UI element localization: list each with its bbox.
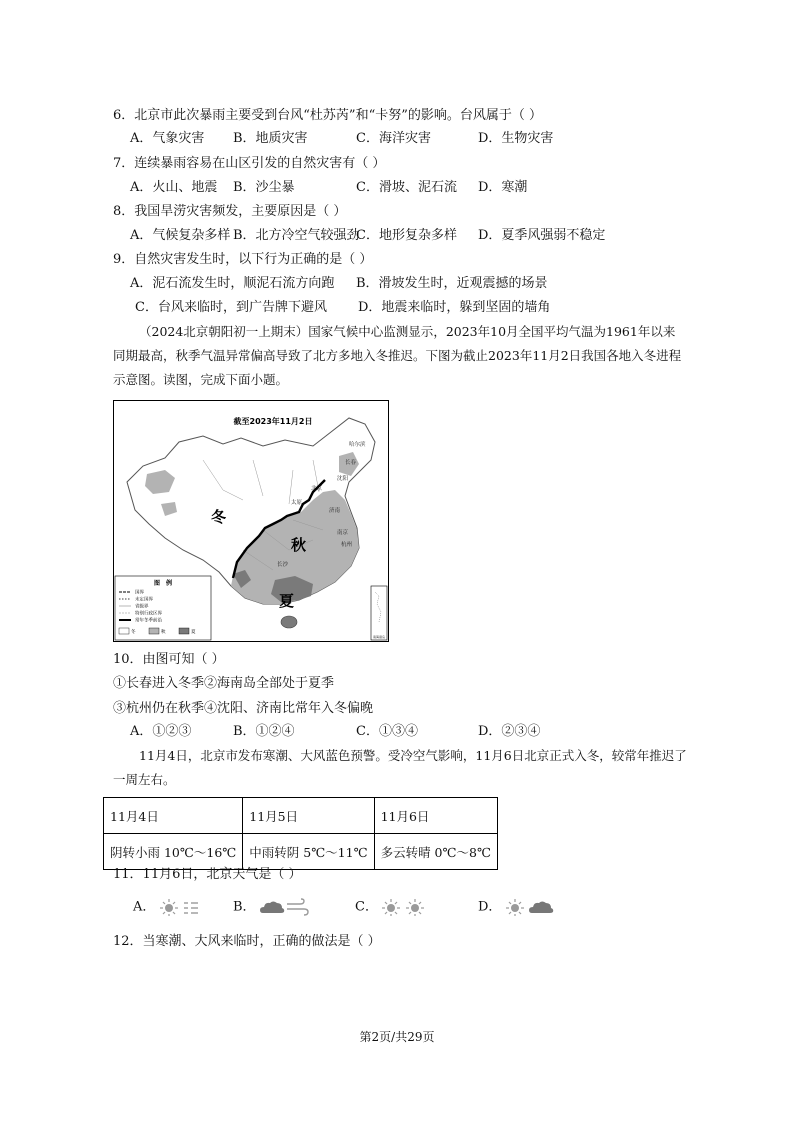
table-cell-nov6: 多云转晴 0℃～8℃ [374,834,497,870]
city-nanjing: 南京 [337,530,349,536]
q7-option-d: D．寒潮 [478,180,528,195]
q6-option-b: B．地质灾害 [233,131,308,146]
label-winter: 冬 [211,508,227,526]
fog-icon [184,903,198,913]
cloud-icon [529,902,553,914]
sun-icon [160,899,178,916]
map-legend [115,576,211,640]
q9-option-a: A．泥石流发生时，顺泥石流方向跑 [130,276,335,291]
question-6: 6．北京市此次暴雨主要受到台风“杜苏芮”和“卡努”的影响。台风属于（ ） [113,108,542,123]
question-8: 8．我国旱涝灾害频发，主要原因是（ ） [113,204,347,219]
q7-option-c: C．滑坡、泥石流 [356,180,457,195]
legend-province-border: 省级界 [135,604,149,610]
question-7: 7．连续暴雨容易在山区引发的自然灾害有（ ） [113,156,386,171]
table-cell-nov5: 中雨转阴 5℃～11℃ [243,834,374,870]
q6-option-a: A．气象灾害 [130,131,205,146]
question-9: 9．自然灾害发生时，以下行为正确的是（ ） [113,252,373,267]
sun-icon [406,899,424,916]
q7-option-a: A．火山、地震 [130,180,218,195]
map-title: 截至2023年11月2日 [233,417,313,426]
q9-option-b: B．滑坡发生时，近观震撼的场景 [356,276,548,291]
legend-sar-border: 特别行政区界 [135,611,162,617]
passage-1: （2024北京朝阳初一上期末）国家气候中心监测显示，2023年10月全国平均气温为1961年以来同期最高，秋季气温异常偏高导致了北方多地入冬推迟。下图为截止2023年11月2日我国各地入冬进程示意图。读图，完成下面小题。 [113,324,682,387]
q8-option-c: C．地形复杂多样 [356,228,457,243]
q10-option-a: A．①②③ [130,724,192,739]
inset-label: 南海诸岛 [373,635,386,639]
city-harbin: 哈尔滨 [349,442,366,448]
city-hangzhou: 杭州 [341,542,353,548]
city-beijing: 北京 [311,486,323,492]
q10-option-c: C．①③④ [356,724,418,739]
legend-undetermined-border: 未定国界 [135,597,153,603]
legend-autumn: 秋 [161,630,166,635]
q9-option-d: D．地震来临时，躲到坚固的墙角 [358,300,551,315]
legend-title: 图 例 [153,580,173,587]
question-12: 12．当寒潮、大风来临时，正确的做法是（ ） [113,934,381,949]
city-jinan: 济南 [329,508,341,514]
label-autumn: 秋 [291,536,307,554]
q6-option-d: D．生物灾害 [478,131,554,146]
table-cell-nov4: 阴转小雨 10℃～16℃ [104,834,243,870]
legend-summer: 夏 [191,630,196,635]
china-winter-progress-map [113,400,389,642]
q7-option-b: B．沙尘暴 [233,180,295,195]
q10-statement-2: ③杭州仍在秋季④沈阳、济南比常年入冬偏晚 [113,701,374,716]
q10-option-d: D．②③④ [478,724,541,739]
q8-option-a: A．气候复杂多样 [130,228,231,243]
city-taiyuan: 太原 [291,500,303,506]
sun-icon [506,899,524,916]
table-header-nov6: 11月6日 [374,798,497,834]
city-changsha: 长沙 [277,562,289,568]
city-shenyang: 沈阳 [337,476,349,482]
legend-winter: 冬 [131,630,136,635]
weather-table [103,797,498,870]
q6-option-c: C．海洋灾害 [356,131,431,146]
legend-winter-front: 常年冬季前沿 [135,618,162,624]
q11-option-c-label: C． [355,899,378,915]
q11-option-b [233,898,310,917]
page-footer: 第2页/共29页 [359,1030,435,1044]
question-10: 10．由图可知（ ） [113,652,225,667]
q11-option-d-label: D． [478,899,502,915]
q11-option-a-label: A． [133,899,156,915]
q8-option-d: D．夏季风强弱不稳定 [478,228,606,243]
legend-national-border: 国界 [135,590,144,596]
hainan-island [281,616,297,628]
q10-option-b: B．①②④ [233,724,295,739]
city-changchun: 长春 [345,460,357,466]
question-11: 11．11月6日，北京天气是（ ） [113,867,302,882]
q10-statement-1: ①长春进入冬季②海南岛全部处于夏季 [113,676,335,691]
table-header-nov5: 11月5日 [243,798,374,834]
q8-option-b: B．北方冷空气较强劲 [233,228,360,243]
sun-icon [382,899,400,916]
south-china-sea-inset [371,586,387,640]
q11-option-c [355,898,426,917]
passage-2: 11月4日，北京市发布寒潮、大风蓝色预警。受冷空气影响，11月6日北京正式入冬，较常年推迟了一周左右。 [113,748,687,787]
q11-option-a [133,898,204,917]
table-header-nov4: 11月4日 [104,798,243,834]
q9-option-c: C．台风来临时，到广告牌下避风 [135,300,327,315]
wind-icon [287,899,308,915]
q11-option-b-label: B． [233,899,256,915]
q11-option-d [478,898,554,917]
cloud-icon [260,902,284,914]
label-summer: 夏 [279,592,295,610]
